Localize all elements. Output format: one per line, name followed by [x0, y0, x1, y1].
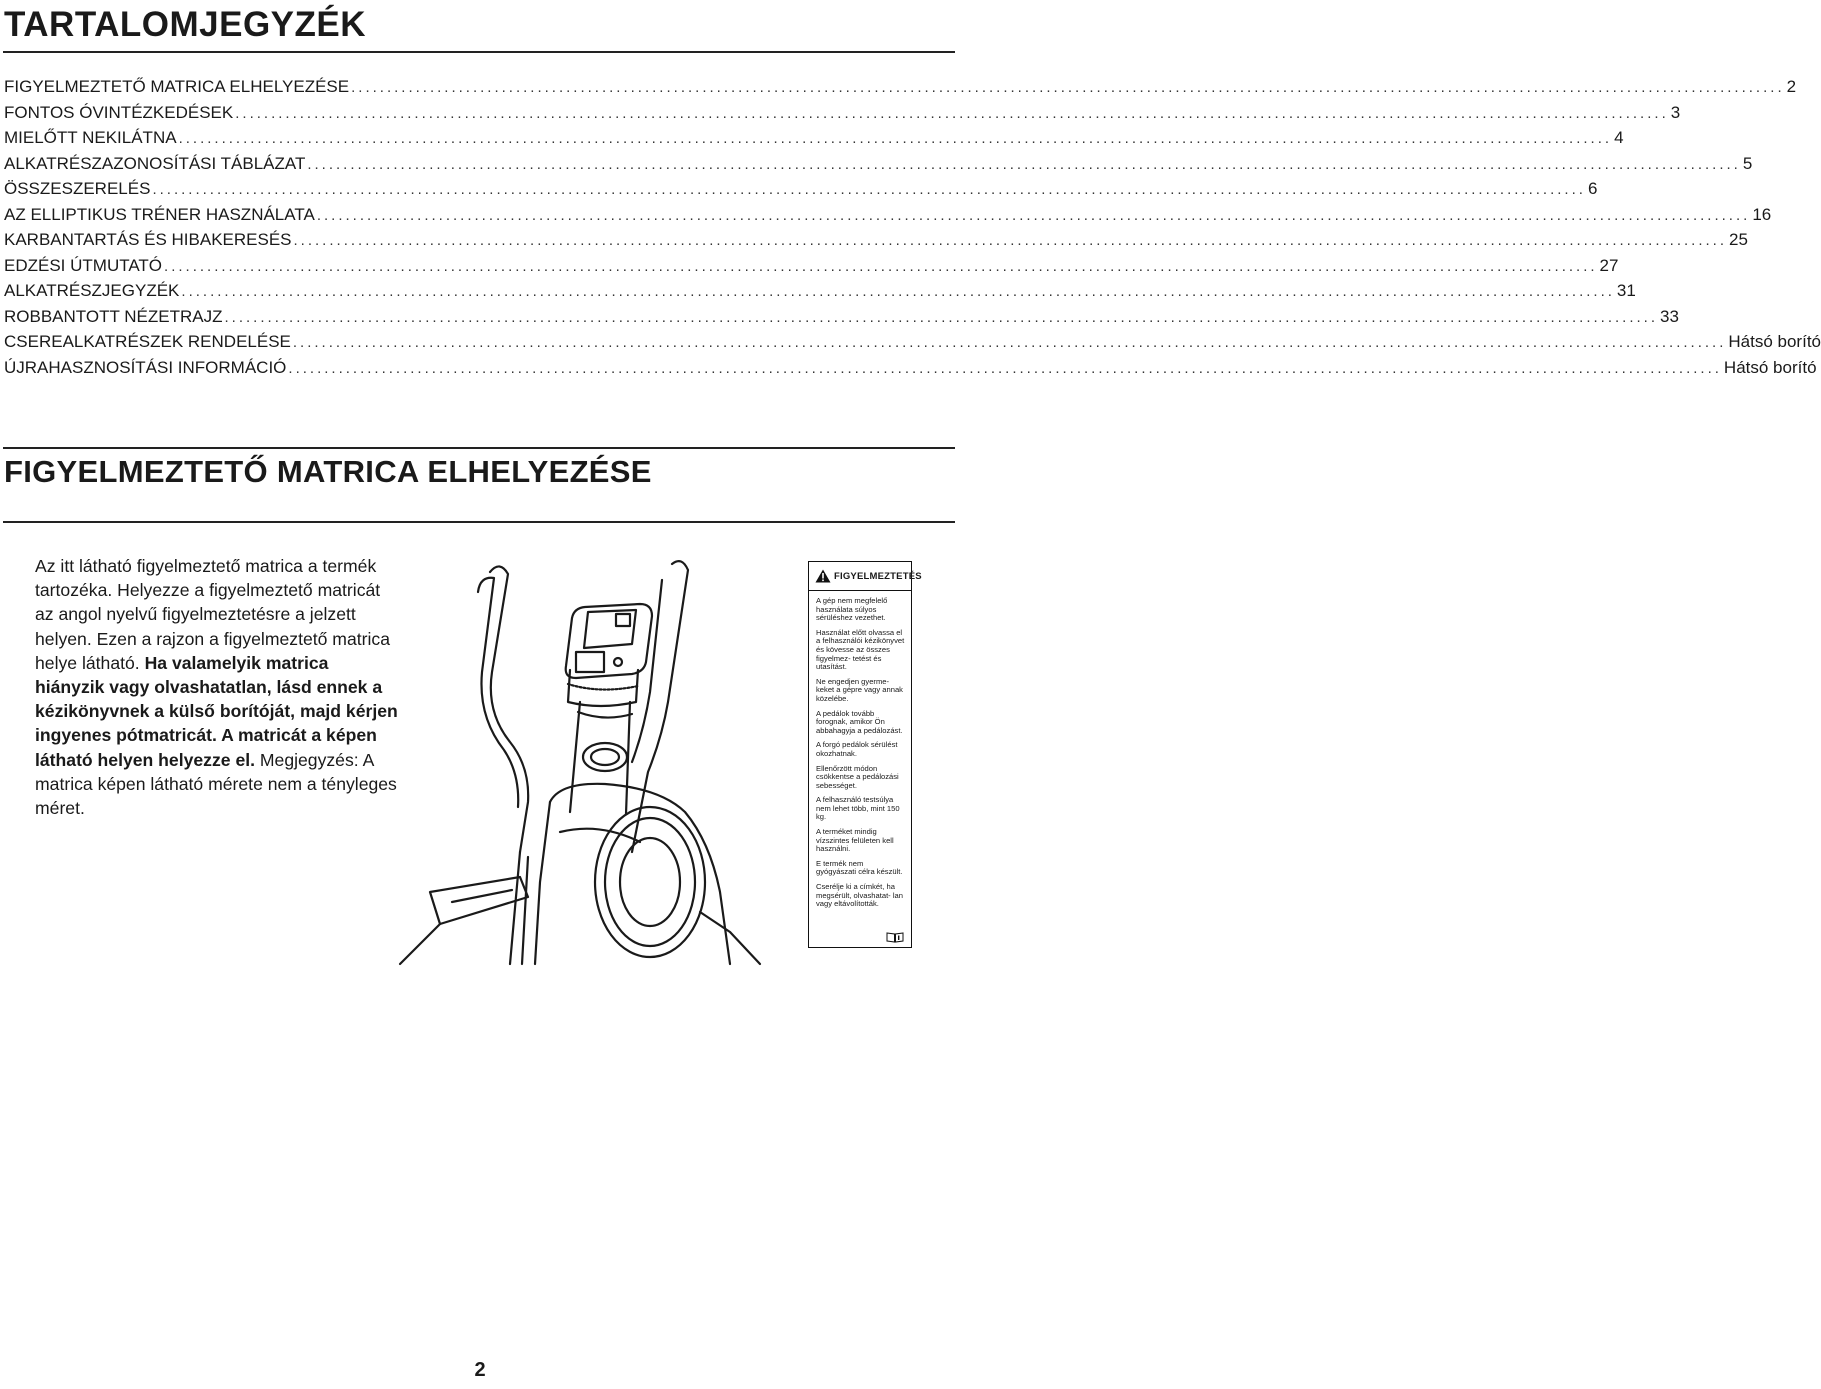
toc-entry-label: FONTOS ÓVINTÉZKEDÉSEK	[4, 102, 234, 122]
toc-entry-page: 27	[1599, 255, 1619, 275]
warning-triangle-icon	[815, 569, 831, 583]
decal-warning-item: Ellenőrzött módon csökkentse a pedálozási sebességet.	[816, 763, 899, 790]
toc-entry-label: MIELŐTT NEKILÁTNA	[4, 128, 177, 147]
toc-entry-page: 25	[1729, 230, 1748, 249]
toc-entry[interactable]	[4, 304, 1679, 330]
toc-entry-page: 5	[1742, 153, 1753, 173]
toc-leader-dots: ........................................................................................................................................................................................................	[164, 257, 1598, 275]
toc-entry-label: EDZÉSI ÚTMUTATÓ	[4, 255, 163, 275]
toc-leader-dots: ........................................................................................................................................................................................................	[224, 308, 1659, 326]
decal-warning-item: A pedálok tovább forognak, amikor Ön abbahagyja a pedálozást.	[816, 708, 903, 735]
toc-entry-label: ÚJRAHASZNOSÍTÁSI INFORMÁCIÓ	[4, 357, 287, 377]
decal-title: FIGYELMEZTETÉS	[834, 570, 922, 582]
decal-header	[809, 562, 922, 591]
toc-entry-page: 2	[1786, 77, 1797, 96]
toc-entry[interactable]	[4, 100, 1681, 126]
toc-leader-dots: ........................................................................................................................................................................................................	[293, 232, 1728, 249]
toc-title: TARTALOMJEGYZÉK	[4, 5, 367, 44]
decal-warning-item: Ne engedjen gyerme- keket a gépre vagy annak közelébe.	[816, 676, 903, 703]
toc-entry-label: CSEREALKATRÉSZEK RENDELÉSE	[4, 332, 291, 351]
decal-warning-item: A gép nem megfelelő használata súlyos sérüléshez vezethet.	[816, 596, 888, 623]
table-of-contents	[4, 74, 1821, 380]
intro-bold-text: Ha valamelyik matrica hiányzik vagy olvashatatlan, lásd ennek a kézikönyvnek a külső borítóját, majd kérjen ingyenes pótmatricát. A matricát a képen látható helyen helyezze el.	[35, 652, 398, 770]
intro-note-text: Megjegyzés: A matrica képen látható mérete nem a tényleges méret.	[35, 749, 397, 819]
toc-entry[interactable]	[4, 227, 1748, 253]
toc-entry-page: 4	[1614, 128, 1624, 147]
toc-entry[interactable]	[4, 278, 1636, 304]
toc-entry-page: 31	[1616, 281, 1636, 300]
toc-entry[interactable]	[4, 151, 1753, 177]
toc-entry-page: 6	[1587, 179, 1598, 198]
toc-leader-dots: ........................................................................................................................................................................................................	[307, 155, 1741, 173]
intro-paragraph	[35, 554, 400, 820]
toc-entry-label: ROBBANTOTT NÉZETRAJZ	[4, 306, 223, 326]
toc-entry-label: ALKATRÉSZAZONOSÍTÁSI TÁBLÁZAT	[4, 153, 306, 173]
toc-leader-dots: ........................................................................................................................................................................................................	[235, 104, 1669, 122]
toc-leader-dots: ........................................................................................................................................................................................................	[152, 181, 1586, 198]
toc-leader-dots: ........................................................................................................................................................................................................	[288, 359, 1722, 377]
toc-entry-page: 33	[1660, 306, 1679, 326]
manual-book-icon	[886, 932, 904, 943]
toc-entry[interactable]	[4, 176, 1598, 202]
toc-entry-page: Hátsó borító	[1728, 332, 1821, 351]
toc-leader-dots: ........................................................................................................................................................................................................	[351, 79, 1785, 96]
decal-warning-list	[809, 597, 911, 909]
decal-warning-item: A forgó pedálok sérülést okozhatnak.	[816, 740, 898, 758]
intro-text: Az itt látható figyelmeztető matrica a termék tartozéka. Helyezze a figyelmeztető matricát az angol nyelvű figyelmeztetésre a jelzett helyen. Ezen a rajzon a figyelmeztető matrica helye látható.	[35, 556, 390, 673]
toc-entry[interactable]	[4, 355, 1817, 381]
top-divider	[3, 51, 955, 53]
decal-warning-item: Használat előtt olvassa el a felhasználói kézikönyvet és kövesse az összes figyelmez- tetést és utasítást.	[816, 627, 905, 672]
toc-entry[interactable]	[4, 202, 1772, 228]
toc-entry[interactable]	[4, 329, 1821, 355]
toc-entry-label: ÖSSZESZERELÉS	[4, 179, 151, 198]
decal-warning-item: E termék nem gyógyászati célra készült.	[816, 858, 903, 877]
toc-entry[interactable]	[4, 74, 1797, 100]
toc-entry-label: KARBANTARTÁS ÉS HIBAKERESÉS	[4, 230, 292, 249]
section-title: FIGYELMEZTETŐ MATRICA ELHELYEZÉSE	[4, 454, 652, 489]
toc-entry[interactable]	[4, 253, 1619, 279]
toc-entry-label: FIGYELMEZTETŐ MATRICA ELHELYEZÉSE	[4, 77, 350, 96]
toc-entry-page: 3	[1670, 102, 1681, 122]
toc-entry-page: 16	[1752, 204, 1772, 224]
toc-leader-dots: ........................................................................................................................................................................................................	[316, 206, 1751, 224]
toc-entry-label: ALKATRÉSZJEGYZÉK	[4, 281, 180, 300]
toc-leader-dots: ........................................................................................................................................................................................................	[181, 283, 1615, 300]
toc-leader-dots: ........................................................................................................................................................................................................	[292, 334, 1727, 351]
toc-entry[interactable]	[4, 125, 1624, 151]
decal-warning-item: A terméket mindig vízszintes felületen kell használni.	[816, 827, 894, 854]
decal-warning-item: A felhasználó testsúlya nem lehet több, mint 150 kg.	[816, 795, 900, 822]
toc-entry-label: AZ ELLIPTIKUS TRÉNER HASZNÁLATA	[4, 204, 315, 224]
warning-decal	[808, 561, 922, 948]
page-number: 2	[474, 1359, 486, 1381]
decal-warning-item: Cserélje ki a címkét, ha megsérült, olvashatat- lan vagy eltávolították.	[816, 882, 903, 909]
toc-entry-page: Hátsó borító	[1723, 357, 1817, 377]
toc-leader-dots: ........................................................................................................................................................................................................	[178, 130, 1613, 147]
section-divider	[3, 447, 955, 449]
section-title-underline	[3, 521, 955, 523]
elliptical-trainer-illustration	[400, 552, 800, 964]
